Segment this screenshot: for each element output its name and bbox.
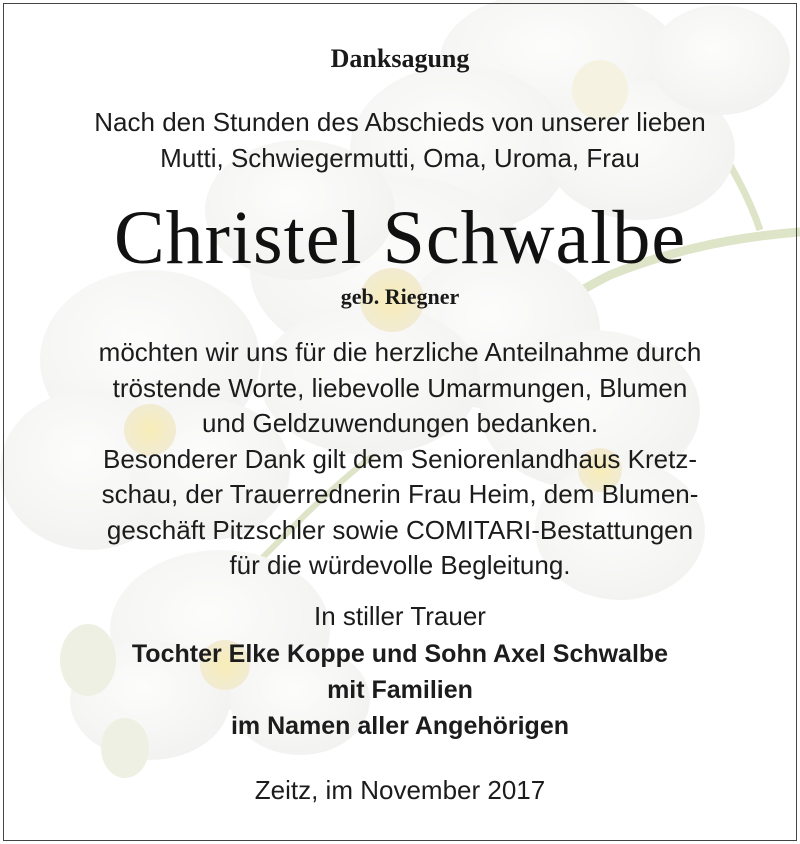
- intro-line: Mutti, Schwiegermutti, Oma, Uroma, Frau: [160, 142, 640, 173]
- message-line: möchten wir uns für die herzliche Anteilnahme durch: [98, 337, 702, 367]
- message-line: Besonderer Dank gilt dem Seniorenlandhaus Kretz-: [102, 443, 697, 474]
- place-date: Zeitz, im November 2017: [254, 775, 546, 805]
- message-line: für die würdevolle Begleitung.: [229, 550, 571, 580]
- message-line: schau, der Trauerrednerin Frau Heim, dem Blumen-: [101, 479, 699, 509]
- message-line: tröstende Worte, liebevolle Umarmungen, Blumen: [112, 372, 688, 403]
- notice-heading: Danksagung: [330, 44, 470, 73]
- intro-line: Nach den Stunden des Abschieds von unserer lieben: [94, 107, 706, 137]
- maiden-name: geb. Riegner: [340, 284, 460, 309]
- signer-line: Tochter Elke Koppe und Sohn Axel Schwalbe: [131, 640, 669, 668]
- message-line: geschäft Pitzschler sowie COMITARI-Bestattungen: [106, 514, 694, 545]
- signer-line: mit Familien: [327, 676, 473, 704]
- intro-text: [0, 105, 800, 176]
- deceased-name: Christel Schwalbe: [113, 196, 687, 280]
- signers: [0, 636, 800, 744]
- mourning-label: In stiller Trauer: [314, 601, 486, 631]
- message-line: und Geldzuwendungen bedanken.: [201, 408, 599, 438]
- signer-line: im Namen aller Angehörigen: [230, 712, 570, 740]
- thanks-message: [0, 335, 800, 584]
